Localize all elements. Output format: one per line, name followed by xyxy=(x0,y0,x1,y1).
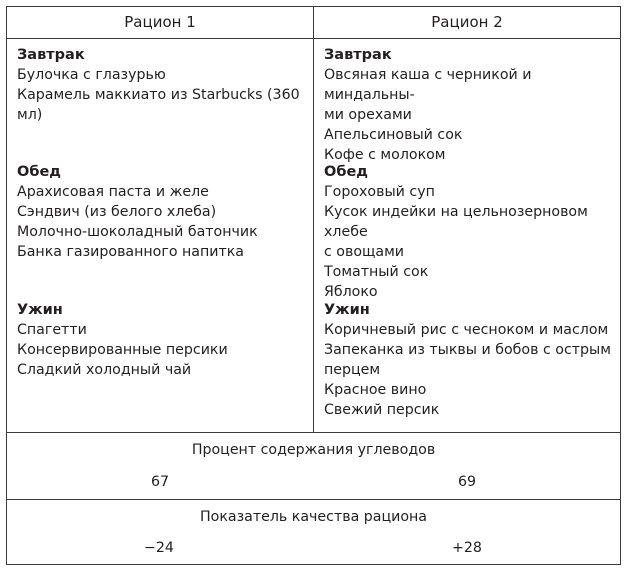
carbs-label: Процент содержания углеводов xyxy=(191,442,436,458)
meal-item: Свежий персик xyxy=(324,402,440,418)
meal-item: Овсяная каша с черникой и миндальны- xyxy=(324,67,532,103)
meal-item: Яблоко xyxy=(324,284,378,300)
meal-title: Завтрак xyxy=(17,47,85,63)
meal-item: Булочка с глазурью xyxy=(17,67,166,83)
ration2-column xyxy=(324,45,616,420)
ration1-quality-value: −24 xyxy=(144,540,174,556)
ration2-quality-value: +28 xyxy=(452,540,482,556)
ration1-carbs-value: 67 xyxy=(150,474,170,490)
ration1-header: Рацион 1 xyxy=(124,13,196,31)
meal-item: Сладкий холодный чай xyxy=(17,362,192,378)
ration2-lunch xyxy=(324,162,616,300)
meal-item: Сэндвич (из белого хлеба) xyxy=(17,204,217,220)
meal-item: Красное вино xyxy=(324,382,427,398)
meal-item: Консервированные персики xyxy=(17,342,228,358)
ration2-dinner xyxy=(324,300,616,420)
meal-item: Банка газированного напитка xyxy=(17,244,244,260)
quality-label: Показатель качества рациона xyxy=(199,509,427,525)
meal-title: Ужин xyxy=(17,302,63,318)
quality-separator xyxy=(7,499,620,500)
meal-item: Коричневый рис с чесноком и маслом xyxy=(324,322,609,338)
comparison-table xyxy=(6,6,621,565)
meal-item: Запеканка из тыквы и бобов с острым xyxy=(324,342,611,358)
ration2-breakfast xyxy=(324,45,616,162)
meal-item: Кусок индейки на цельнозерновом хлебе xyxy=(324,204,588,240)
meal-title: Ужин xyxy=(324,302,370,318)
carbs-separator xyxy=(7,432,620,433)
meal-item: ми орехами xyxy=(324,107,412,123)
meal-item: Кофе с молоком xyxy=(324,147,446,163)
ration1-dinner xyxy=(17,300,307,380)
meal-item: Апельсиновый сок xyxy=(324,127,463,143)
meal-item: Гороховый суп xyxy=(324,184,435,200)
ration1-column xyxy=(17,45,307,380)
meal-item: Томатный сок xyxy=(324,264,429,280)
meal-item: перцем xyxy=(324,362,381,378)
meal-title: Обед xyxy=(324,164,368,180)
meal-item: Молочно-шоколадный батончик xyxy=(17,224,258,240)
ration1-lunch xyxy=(17,162,307,300)
ration2-header: Рацион 2 xyxy=(431,13,503,31)
meal-item: Арахисовая паста и желе xyxy=(17,184,209,200)
meal-item: с овощами xyxy=(324,244,405,260)
meal-title: Завтрак xyxy=(324,47,392,63)
meal-item: Карамель маккиато из Starbucks (360 мл) xyxy=(17,87,300,123)
meal-item: Спагетти xyxy=(17,322,87,338)
ration2-carbs-value: 69 xyxy=(457,474,477,490)
ration1-breakfast xyxy=(17,45,307,162)
column-divider xyxy=(313,7,314,432)
meal-title: Обед xyxy=(17,164,61,180)
